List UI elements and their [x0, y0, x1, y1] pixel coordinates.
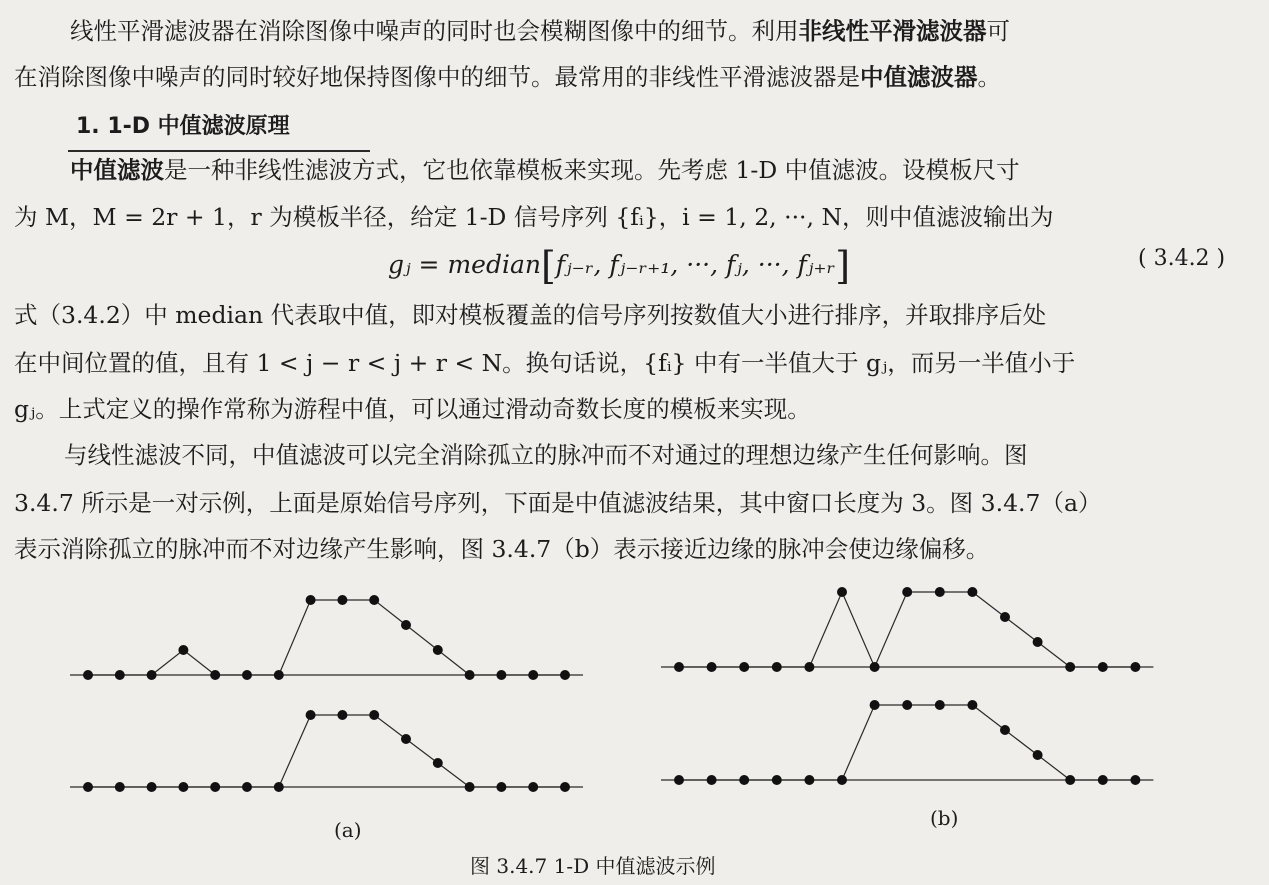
panel_a-filtered-point-9: [369, 710, 379, 720]
bold-term: 中值滤波器: [860, 63, 978, 91]
bold-term: 中值滤波: [70, 156, 164, 184]
panel_b-original-point-12: [1065, 662, 1075, 672]
panel_b-original-point-10: [1000, 612, 1010, 622]
panel_a-filtered-signal-line: [88, 715, 565, 787]
panel_b-filtered-point-9: [967, 700, 977, 710]
panel_a-filtered-point-4: [210, 782, 220, 792]
panel_b-filtered-point-10: [1000, 725, 1010, 735]
panel_a-original-point-1: [115, 670, 125, 680]
panel_a-original-signal-line: [88, 600, 565, 675]
panel_a-original-point-4: [210, 670, 220, 680]
text: 与线性滤波不同，中值滤波可以完全消除孤立的脉冲而不对通过的理想边缘产生任何影响。图: [64, 441, 1028, 469]
panel_b-original-point-13: [1098, 662, 1108, 672]
panel_a-original-point-15: [560, 670, 570, 680]
panel_b-original-point-4: [804, 662, 814, 672]
text: 在消除图像中噪声的同时较好地保持图像中的细节。最常用的非线性平滑滤波器是: [14, 63, 860, 91]
panel_a-filtered-point-14: [528, 782, 538, 792]
panel_a-original-point-2: [147, 670, 157, 680]
panel_b-filtered-point-4: [804, 775, 814, 785]
panel_a-filtered-point-12: [465, 782, 475, 792]
panel_a-original-point-3: [178, 645, 188, 655]
panel_a-filtered-point-10: [401, 734, 411, 744]
text: 可: [986, 17, 1010, 45]
panel_a-filtered-point-2: [147, 782, 157, 792]
panel_a-original-point-5: [242, 670, 252, 680]
right-bracket: ]: [835, 244, 851, 288]
panel_a-filtered-point-15: [560, 782, 570, 792]
panel_b-filtered-point-0: [674, 775, 684, 785]
panel_b-original-point-2: [739, 662, 749, 672]
panel_b-filtered-point-2: [739, 775, 749, 785]
panel_b-original-point-7: [902, 587, 912, 597]
panel_a-original-point-12: [465, 670, 475, 680]
text: 3.4.7 所示是一对示例，上面是原始信号序列，下面是中值滤波结果，其中窗口长度为 3。图 3.4.7（a）: [14, 489, 1102, 517]
equation-args: fⱼ₋ᵣ, fⱼ₋ᵣ₊₁, ···, fⱼ, ···, fⱼ₊ᵣ: [555, 250, 836, 279]
figure-caption: 图 3.4.7 1-D 中值滤波示例: [470, 854, 716, 878]
panel_b-original-point-6: [870, 662, 880, 672]
panel_a-filtered-point-3: [178, 782, 188, 792]
panel_b-original-point-11: [1033, 637, 1043, 647]
panel_a-filtered-point-1: [115, 782, 125, 792]
panel_b-filtered-point-1: [707, 775, 717, 785]
panel_a-original-point-9: [369, 595, 379, 605]
panel_b-original-point-0: [674, 662, 684, 672]
panel_a-filtered-point-6: [274, 782, 284, 792]
panel_a-original-point-11: [433, 645, 443, 655]
panel_b-filtered-point-7: [902, 700, 912, 710]
panel_a-original-point-14: [528, 670, 538, 680]
panel_b-filtered-point-5: [837, 775, 847, 785]
panel_b-filtered-point-12: [1065, 775, 1075, 785]
panel_a-filtered-point-11: [433, 758, 443, 768]
equation-number: ( 3.4.2 ): [1138, 246, 1226, 271]
panel_b-filtered-point-14: [1130, 775, 1140, 785]
panel_b-filtered-signal-line: [679, 705, 1135, 780]
text: 为 M，M = 2r + 1，r 为模板半径，给定 1-D 信号序列 {fᵢ}，i = 1, 2, ···, N，则中值滤波输出为: [14, 203, 1054, 231]
text: 在中间位置的值，且有 1 < j − r < j + r < N。换句话说，{fᵢ} 中有一半值大于 gⱼ，而另一半值小于: [14, 349, 1076, 377]
panel_a-original-point-10: [401, 620, 411, 630]
panel_b-filtered-point-3: [772, 775, 782, 785]
text: 。: [977, 63, 1001, 91]
text: 线性平滑滤波器在消除图像中噪声的同时也会模糊图像中的细节。利用: [70, 17, 799, 45]
panel_a-original-point-7: [306, 595, 316, 605]
panel_b-original-point-1: [707, 662, 717, 672]
panel_a-filtered-point-0: [83, 782, 93, 792]
panel_b-original-point-5: [837, 587, 847, 597]
panel_b-filtered-point-8: [935, 700, 945, 710]
panel_a-original-point-13: [496, 670, 506, 680]
panel_b-original-signal-line: [679, 592, 1135, 667]
panel_b-filtered-point-13: [1098, 775, 1108, 785]
panel_a-original-point-0: [83, 670, 93, 680]
figure-label-a: (a): [334, 818, 362, 842]
panel_a-filtered-point-13: [496, 782, 506, 792]
panel_a-original-point-8: [337, 595, 347, 605]
bold-term: 非线性平滑滤波器: [798, 17, 987, 45]
equation-lhs: gⱼ = median: [388, 250, 541, 279]
panel_b-original-point-14: [1130, 662, 1140, 672]
text: 式（3.4.2）中 median 代表取中值，即对模板覆盖的信号序列按数值大小进行排序，并取排序后处: [14, 301, 1047, 329]
text: gⱼ。上式定义的操作常称为游程中值，可以通过滑动奇数长度的模板来实现。: [14, 395, 811, 423]
panel_a-original-point-6: [274, 670, 284, 680]
panel_b-filtered-point-6: [870, 700, 880, 710]
panel_a-filtered-point-5: [242, 782, 252, 792]
text: 是一种非线性滤波方式，它也依靠模板来实现。先考虑 1-D 中值滤波。设模板尺寸: [164, 156, 1020, 184]
panel_b-original-point-8: [935, 587, 945, 597]
panel_b-original-point-9: [967, 587, 977, 597]
text: 表示消除孤立的脉冲而不对边缘产生影响，图 3.4.7（b）表示接近边缘的脉冲会使边缘偏移。: [14, 535, 990, 563]
panel_b-filtered-point-11: [1033, 750, 1043, 760]
section-title: 1. 1-D 中值滤波原理: [76, 114, 290, 139]
panel_a-filtered-point-8: [337, 710, 347, 720]
panel_a-filtered-point-7: [306, 710, 316, 720]
left-bracket: [: [540, 244, 556, 288]
panel_b-original-point-3: [772, 662, 782, 672]
figure-label-b: (b): [930, 806, 959, 830]
